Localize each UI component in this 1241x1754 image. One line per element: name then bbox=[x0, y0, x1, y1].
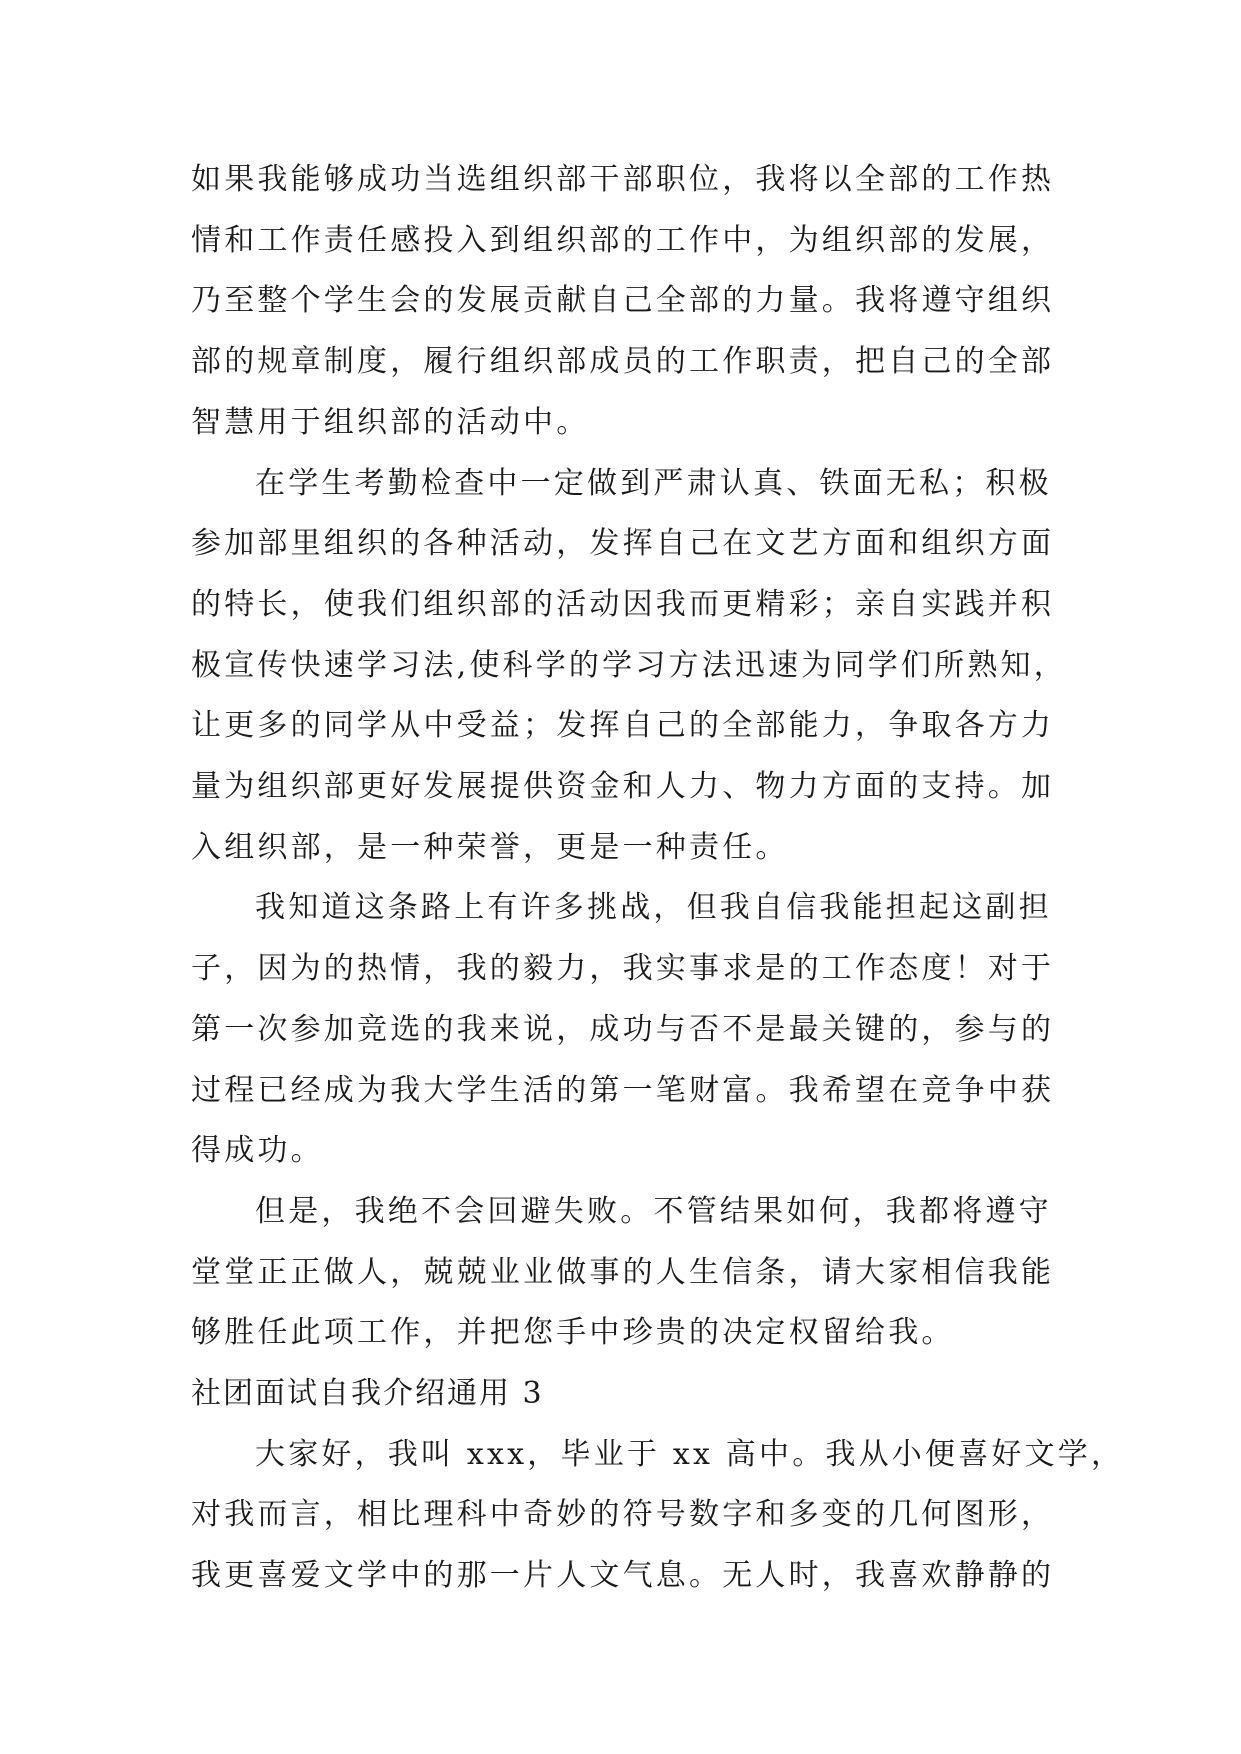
paragraph-4 bbox=[191, 1182, 1056, 1364]
text-line: 够胜任此项工作，并把您手中珍贵的决定权留给我。 bbox=[191, 1315, 955, 1351]
text-line: 得成功。 bbox=[191, 1133, 324, 1169]
text-line: 让更多的同学从中受益；发挥自己的全部能力，争取各方力 bbox=[191, 708, 1055, 744]
text-line: 量为组织部更好发展提供资金和人力、物力方面的支持。加 bbox=[191, 769, 1055, 805]
text-line: 极宣传快速学习法,使科学的学习方法迅速为同学们所熟知， bbox=[191, 647, 1067, 683]
text-line: 如果我能够成功当选组织部干部职位，我将以全部的工作热 bbox=[191, 162, 1055, 197]
document-page bbox=[191, 150, 1125, 1607]
text-line: 大家好，我叫 xxx，毕业于 xx 高中。我从小便喜好文学， bbox=[255, 1436, 1125, 1472]
text-line: 参加部里组织的各种活动，发挥自己在文艺方面和组织方面 bbox=[191, 526, 1055, 562]
text-line: 子，因为的热情，我的毅力，我实事求是的工作态度！对于 bbox=[191, 951, 1055, 987]
text-line: 情和工作责任感投入到组织部的工作中，为组织部的发展， bbox=[191, 222, 1055, 258]
paragraph-5 bbox=[191, 1425, 1125, 1607]
heading-text: 社团面试自我介绍通用 3 bbox=[191, 1376, 544, 1412]
section-heading bbox=[191, 1364, 1056, 1425]
paragraph-3 bbox=[191, 878, 1056, 1182]
text-line: 第一次参加竞选的我来说，成功与否不是最关键的，参与的 bbox=[191, 1011, 1055, 1047]
text-line: 智慧用于组织部的活动中。 bbox=[191, 404, 590, 440]
text-line: 但是，我绝不会回避失败。不管结果如何，我都将遵守 bbox=[255, 1193, 1052, 1229]
text-line: 堂堂正正做人，兢兢业业做事的人生信条，请大家相信我能 bbox=[191, 1254, 1055, 1290]
text-line: 对我而言，相比理科中奇妙的符号数字和多变的几何图形， bbox=[191, 1497, 1055, 1533]
text-line: 过程已经成为我大学生活的第一笔财富。我希望在竞争中获 bbox=[191, 1072, 1055, 1108]
text-line: 我知道这条路上有许多挑战，但我自信我能担起这副担 bbox=[255, 890, 1052, 926]
text-line: 乃至整个学生会的发展贡献自己全部的力量。我将遵守组织 bbox=[191, 283, 1055, 319]
text-line: 部的规章制度，履行组织部成员的工作职责，把自己的全部 bbox=[191, 344, 1055, 380]
paragraph-2 bbox=[191, 454, 1067, 879]
text-line: 的特长，使我们组织部的活动因我而更精彩；亲自实践并积 bbox=[191, 586, 1055, 622]
text-line: 在学生考勤检查中一定做到严肃认真、铁面无私；积极 bbox=[255, 465, 1052, 501]
text-line: 入组织部，是一种荣誉，更是一种责任。 bbox=[191, 829, 789, 865]
paragraph-1 bbox=[191, 150, 1056, 454]
text-line: 我更喜爱文学中的那一片人文气息。无人时，我喜欢静静的 bbox=[191, 1558, 1055, 1594]
